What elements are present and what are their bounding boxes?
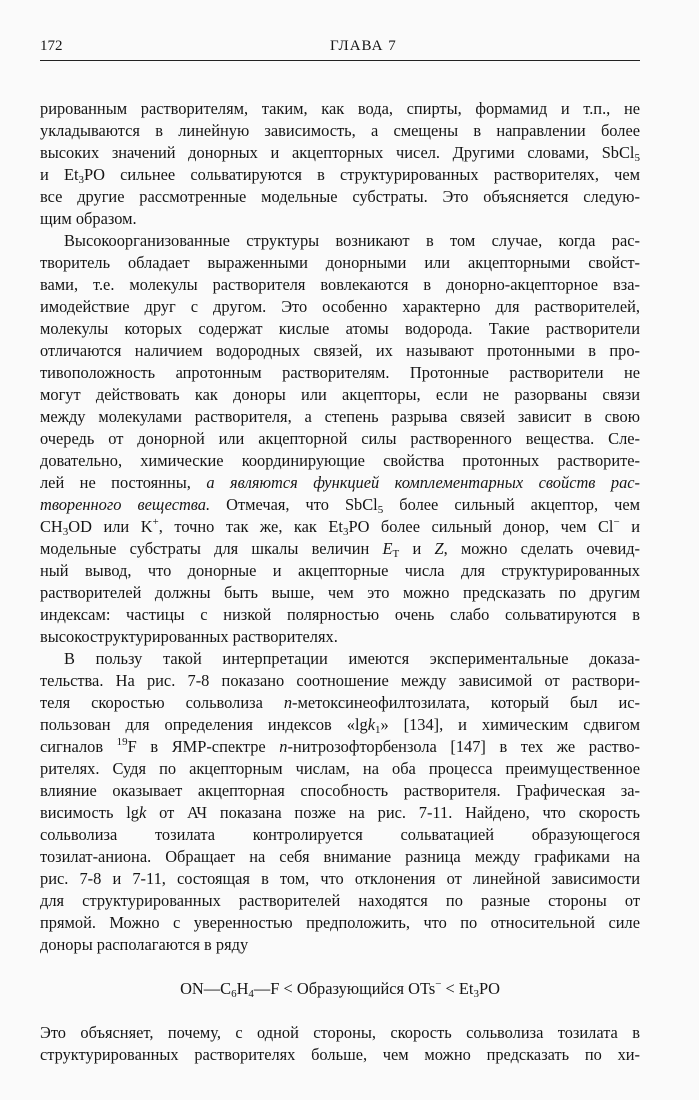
- text-line: рированным растворителям, таким, как вода, спирты, формамид и т.п., не: [40, 99, 640, 118]
- text-line: ный вывод, что донорные и акцепторные числа для структурированных: [40, 561, 640, 580]
- text-run: Отмечая, что SbCl: [210, 495, 378, 514]
- text-run: и Et: [40, 165, 79, 184]
- text-line: [40, 142, 640, 164]
- subscript: 3: [342, 526, 349, 538]
- text-run: сигналов: [40, 737, 117, 756]
- text-line: между молекулами растворителя, а степень разрыва связей зависит в свою: [40, 407, 640, 426]
- text-line: молекулы которых содержат кислые атомы водорода. Такие растворители: [40, 319, 640, 338]
- subscript: 4: [248, 988, 254, 1000]
- superscript: +: [152, 516, 159, 528]
- paragraph-3: [40, 648, 640, 956]
- text-run: » [134], и химическим сдвигом: [380, 715, 640, 734]
- paragraph-2: [40, 230, 640, 648]
- text-line: [40, 538, 640, 560]
- superscript: −: [435, 978, 442, 990]
- text-line: щим образом.: [40, 209, 137, 228]
- text-line: [40, 736, 640, 758]
- text-run: -метоксинеофилтозилата, который был ис-: [292, 693, 640, 712]
- text-line: индексам: частицы с низкой полярностью очень слабо сольватируются в: [40, 605, 640, 624]
- paragraph-1: [40, 98, 640, 230]
- formula-run: H: [236, 979, 249, 998]
- text-line: для структурированных растворителей находятся по разные стороны от: [40, 891, 640, 910]
- formula-run: PO: [478, 979, 500, 998]
- text-run: OD или K: [68, 517, 153, 536]
- text-run: CH: [40, 517, 63, 536]
- italic-symbol: Z: [434, 539, 444, 558]
- text-run: от АЧ показана позже на рис. 7-11. Найдено, что скорость: [146, 803, 641, 822]
- running-header: [40, 38, 640, 61]
- superscript: −: [613, 516, 620, 528]
- text-run: лей не постоянны,: [40, 473, 207, 492]
- text-line: творитель обладает выраженными донорными или акцепторными свойст-: [40, 253, 640, 272]
- italic-symbol: E: [382, 539, 393, 558]
- text-line: тозилат-аниона. Обращает на себя внимание разница между графиками на: [40, 847, 640, 866]
- text-line: [40, 472, 640, 494]
- text-run: PO сильнее сольватируются в структурированных растворителях, чем: [84, 165, 640, 184]
- text-line: тивоположность апротонным растворителям. Протонные растворители не: [40, 363, 640, 382]
- text-line: доноры располагаются в ряду: [40, 935, 249, 954]
- text-line: [40, 714, 640, 736]
- body-text: [40, 98, 640, 1066]
- text-line: рис. 7-8 и 7-11, состоящая в том, что отклонения от линейной зависимости: [40, 869, 640, 888]
- italic-run: творенного вещества.: [40, 495, 211, 514]
- text-run: модельные субстраты для шкалы величин: [40, 539, 383, 558]
- subscript: 3: [78, 174, 85, 186]
- text-line: могут действовать как доноры или акцепторы, если не разорваны связи: [40, 385, 640, 404]
- text-run: пользован для определения индексов «lg: [40, 715, 368, 734]
- formula-run: ON—C: [180, 979, 232, 998]
- text-line: В пользу такой интерпретации имеются экспериментальные доказа-: [64, 649, 640, 668]
- text-line: растворителей должны быть выше, чем это можно предсказать по другим: [40, 583, 640, 602]
- text-line: отличаются наличием водородных связей, их называют протонными в про-: [40, 341, 640, 360]
- superscript: 19: [116, 736, 128, 748]
- text-line: прямой. Можно с уверенностью предположить, что по относительной силе: [40, 913, 640, 932]
- formula-run: < Et: [441, 979, 474, 998]
- text-line: тельства. На рис. 7-8 показано соотношение между зависимой от раствори-: [40, 671, 640, 690]
- text-run: висимость lg: [40, 803, 140, 822]
- text-run: F в ЯМР-спектре: [127, 737, 280, 756]
- text-line: [40, 516, 640, 538]
- text-line: [40, 802, 640, 824]
- text-run: PO более сильный донор, чем Cl: [348, 517, 614, 536]
- text-line: довательно, химические координирующие свойства протонных растворите-: [40, 451, 640, 470]
- text-line: рителях. Судя по акцепторным числам, на оба процесса преимущественное: [40, 759, 640, 778]
- text-line: структурированных растворителях больше, чем можно предсказать по хи-: [40, 1045, 640, 1064]
- subscript: 1: [374, 724, 381, 736]
- text-line: [40, 164, 640, 186]
- subscript: T: [392, 548, 400, 560]
- text-run: и: [399, 539, 435, 558]
- subscript: 5: [634, 152, 640, 164]
- text-run: -нитрозофторбензола [147] в тех же раство-: [287, 737, 640, 756]
- italic-symbol: k: [367, 715, 375, 734]
- text-line: влияние оказывает акцепторная способность растворителя. Графическая за-: [40, 781, 640, 800]
- subscript: 6: [231, 988, 237, 1000]
- subscript: 3: [62, 526, 69, 538]
- formula-run: —F < Образующийся OTs: [253, 979, 436, 998]
- text-run: более сильный акцептор, чем: [383, 495, 641, 514]
- text-line: все другие рассмотренные модельные субстраты. Это объясняется следую-: [40, 187, 640, 206]
- text-line: Высокоорганизованные структуры возникают в том случае, когда рас-: [64, 231, 640, 250]
- text-line: вами, т.е. молекулы растворителя вовлекаются в донорно-акцепторное вза-: [40, 275, 640, 294]
- italic-run: а являются функцией комплементарных свойств рас-: [206, 473, 640, 492]
- text-line: [40, 494, 640, 516]
- chapter-title: ГЛАВА 7: [330, 38, 397, 54]
- text-line: высокоструктурированных растворителях.: [40, 627, 338, 646]
- italic-symbol: n: [279, 737, 288, 756]
- subscript: 5: [377, 504, 384, 516]
- italic-symbol: n: [283, 693, 293, 712]
- text-run: высоких значений донорных и акцепторных чисел. Другими словами, SbCl: [40, 143, 635, 162]
- italic-symbol: k: [139, 803, 147, 822]
- text-line: имодействие друг с другом. Это особенно характерно для растворителей,: [40, 297, 640, 316]
- paragraph-4: [40, 1022, 640, 1066]
- text-line: [40, 692, 640, 714]
- text-run: теля скоростью сольволиза: [40, 693, 284, 712]
- text-line: укладываются в линейную зависимость, а смещены в направлении более: [40, 121, 640, 140]
- text-line: сольволиза тозилата контролируется сольватацией образующегося: [40, 825, 640, 844]
- text-run: , можно сделать очевид-: [443, 539, 641, 558]
- text-run: , точно так же, как Et: [158, 517, 343, 536]
- chemical-formula: [40, 978, 640, 1000]
- text-run: и: [619, 517, 640, 536]
- page-number: 172: [40, 38, 63, 54]
- subscript: 3: [473, 988, 479, 1000]
- text-line: Это объясняет, почему, с одной стороны, скорость сольволиза тозилата в: [40, 1023, 640, 1042]
- text-line: очередь от донорной или акцепторной силы растворенного вещества. Сле-: [40, 429, 640, 448]
